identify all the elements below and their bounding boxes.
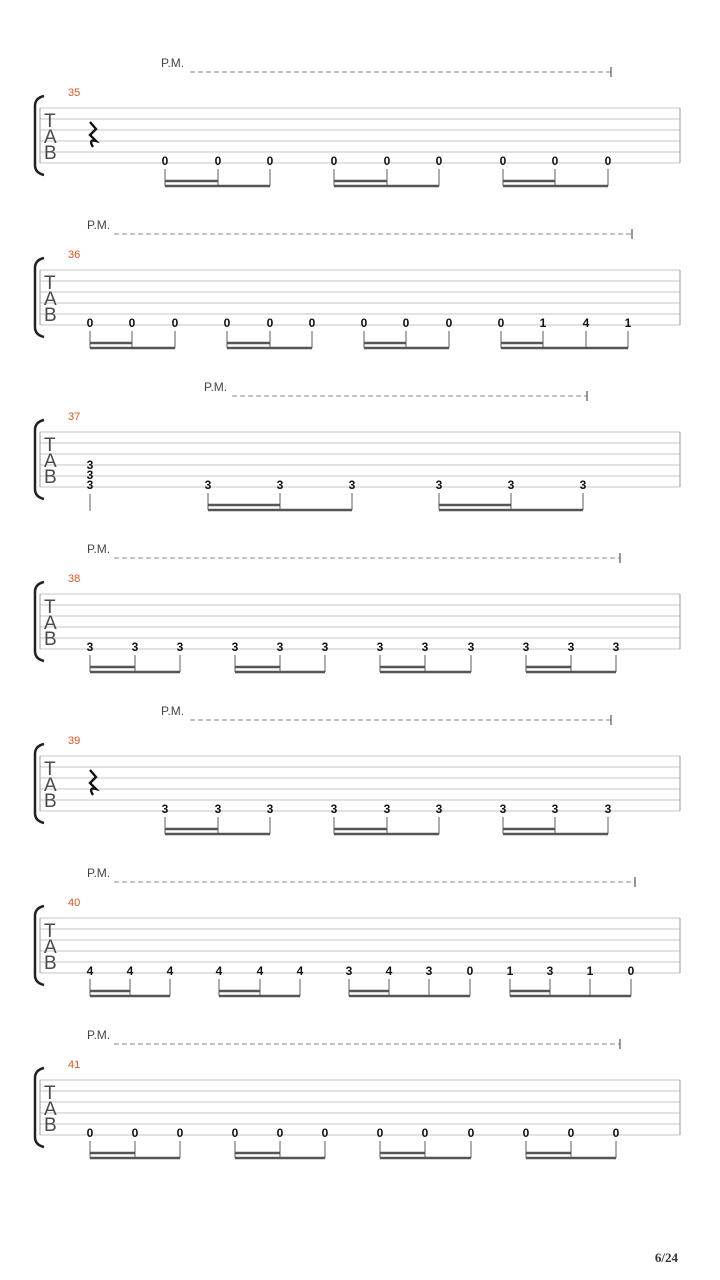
fret-number: 3 bbox=[276, 478, 284, 492]
fret-number: 3 bbox=[86, 458, 94, 472]
fret-number: 1 bbox=[586, 964, 594, 978]
fret-number: 0 bbox=[604, 154, 612, 168]
fret-number: 0 bbox=[276, 1126, 284, 1140]
tab-letter-t: T bbox=[44, 1083, 56, 1104]
palm-mute-label: P.M. bbox=[87, 1028, 111, 1042]
fret-number: 3 bbox=[348, 478, 356, 492]
fret-number: 3 bbox=[214, 802, 222, 816]
tab-letter-b: B bbox=[44, 467, 57, 488]
fret-number: 3 bbox=[383, 802, 391, 816]
fret-number: 0 bbox=[131, 1126, 139, 1140]
fret-number: 0 bbox=[128, 316, 136, 330]
tab-letter-t: T bbox=[44, 111, 56, 132]
fret-number: 0 bbox=[266, 316, 274, 330]
fret-number: 4 bbox=[215, 964, 223, 978]
tab-letter-b: B bbox=[44, 1115, 57, 1136]
measure-number: 39 bbox=[68, 735, 81, 747]
fret-number: 3 bbox=[499, 802, 507, 816]
tab-system bbox=[35, 866, 680, 996]
quarter-rest-icon bbox=[90, 122, 96, 147]
tab-letter-b: B bbox=[44, 791, 57, 812]
fret-number: 4 bbox=[385, 964, 393, 978]
fret-number: 3 bbox=[435, 802, 443, 816]
fret-number: 3 bbox=[86, 468, 94, 482]
fret-number: 3 bbox=[231, 640, 239, 654]
fret-number: 0 bbox=[266, 154, 274, 168]
tab-letter-a: A bbox=[44, 451, 57, 472]
fret-number: 4 bbox=[296, 964, 304, 978]
tab-letter-a: A bbox=[44, 289, 57, 310]
fret-number: 3 bbox=[604, 802, 612, 816]
fret-number: 3 bbox=[204, 478, 212, 492]
fret-number: 0 bbox=[627, 964, 635, 978]
palm-mute-label: P.M. bbox=[87, 218, 111, 232]
tab-letter-t: T bbox=[44, 921, 56, 942]
tab-letter-a: A bbox=[44, 613, 57, 634]
fret-number: 3 bbox=[551, 802, 559, 816]
tab-letter-t: T bbox=[44, 435, 56, 456]
fret-number: 3 bbox=[321, 640, 329, 654]
fret-number: 0 bbox=[214, 154, 222, 168]
fret-number: 3 bbox=[376, 640, 384, 654]
fret-number: 0 bbox=[497, 316, 505, 330]
tab-letter-t: T bbox=[44, 273, 56, 294]
tab-system bbox=[35, 380, 680, 511]
measure-number: 35 bbox=[68, 87, 81, 99]
fret-number: 0 bbox=[176, 1126, 184, 1140]
tab-letter-a: A bbox=[44, 127, 57, 148]
fret-number: 0 bbox=[376, 1126, 384, 1140]
fret-number: 3 bbox=[131, 640, 139, 654]
fret-number: 4 bbox=[256, 964, 264, 978]
tab-system bbox=[35, 1028, 680, 1158]
fret-number: 0 bbox=[161, 154, 169, 168]
tab-letter-b: B bbox=[44, 629, 57, 650]
fret-number: 3 bbox=[467, 640, 475, 654]
page-number: 6/24 bbox=[654, 1250, 678, 1265]
tab-system bbox=[35, 704, 680, 834]
fret-number: 4 bbox=[86, 964, 94, 978]
palm-mute-label: P.M. bbox=[87, 866, 111, 880]
fret-number: 0 bbox=[402, 316, 410, 330]
fret-number: 3 bbox=[425, 964, 433, 978]
fret-number: 3 bbox=[276, 640, 284, 654]
fret-number: 3 bbox=[567, 640, 575, 654]
fret-number: 3 bbox=[579, 478, 587, 492]
tab-system bbox=[35, 218, 680, 348]
fret-number: 3 bbox=[266, 802, 274, 816]
measure-number: 40 bbox=[68, 897, 81, 909]
tab-letter-a: A bbox=[44, 775, 57, 796]
fret-number: 0 bbox=[383, 154, 391, 168]
measure-number: 36 bbox=[68, 249, 81, 261]
tab-system bbox=[35, 56, 680, 186]
fret-number: 0 bbox=[330, 154, 338, 168]
fret-number: 0 bbox=[171, 316, 179, 330]
fret-number: 0 bbox=[86, 1126, 94, 1140]
fret-number: 3 bbox=[522, 640, 530, 654]
fret-number: 0 bbox=[321, 1126, 329, 1140]
tab-letter-t: T bbox=[44, 597, 56, 618]
fret-number: 0 bbox=[551, 154, 559, 168]
tab-letter-a: A bbox=[44, 937, 57, 958]
fret-number: 0 bbox=[522, 1126, 530, 1140]
fret-number: 3 bbox=[330, 802, 338, 816]
tab-letter-b: B bbox=[44, 305, 57, 326]
fret-number: 0 bbox=[612, 1126, 620, 1140]
fret-number: 1 bbox=[624, 316, 632, 330]
fret-number: 0 bbox=[223, 316, 231, 330]
fret-number: 3 bbox=[507, 478, 515, 492]
fret-number: 0 bbox=[466, 964, 474, 978]
fret-number: 4 bbox=[126, 964, 134, 978]
fret-number: 3 bbox=[345, 964, 353, 978]
fret-number: 4 bbox=[582, 316, 590, 330]
palm-mute-label: P.M. bbox=[87, 542, 111, 556]
fret-number: 4 bbox=[166, 964, 174, 978]
palm-mute-label: P.M. bbox=[204, 380, 228, 394]
fret-number: 3 bbox=[612, 640, 620, 654]
tab-letter-b: B bbox=[44, 143, 57, 164]
fret-number: 3 bbox=[86, 640, 94, 654]
palm-mute-label: P.M. bbox=[161, 56, 185, 70]
fret-number: 0 bbox=[86, 316, 94, 330]
fret-number: 3 bbox=[161, 802, 169, 816]
tab-letter-t: T bbox=[44, 759, 56, 780]
fret-number: 3 bbox=[435, 478, 443, 492]
fret-number: 0 bbox=[445, 316, 453, 330]
measure-number: 38 bbox=[68, 573, 81, 585]
fret-number: 0 bbox=[435, 154, 443, 168]
fret-number: 3 bbox=[176, 640, 184, 654]
measure-number: 37 bbox=[68, 411, 81, 423]
tab-letter-a: A bbox=[44, 1099, 57, 1120]
fret-number: 3 bbox=[546, 964, 554, 978]
measure-number: 41 bbox=[68, 1059, 81, 1071]
fret-number: 0 bbox=[499, 154, 507, 168]
palm-mute-label: P.M. bbox=[161, 704, 185, 718]
fret-number: 3 bbox=[86, 478, 94, 492]
fret-number: 0 bbox=[231, 1126, 239, 1140]
fret-number: 0 bbox=[421, 1126, 429, 1140]
quarter-rest-icon bbox=[90, 770, 96, 795]
fret-number: 0 bbox=[567, 1126, 575, 1140]
tab-letter-b: B bbox=[44, 953, 57, 974]
fret-number: 3 bbox=[421, 640, 429, 654]
fret-number: 0 bbox=[308, 316, 316, 330]
fret-number: 0 bbox=[360, 316, 368, 330]
fret-number: 0 bbox=[467, 1126, 475, 1140]
fret-number: 1 bbox=[539, 316, 547, 330]
fret-number: 1 bbox=[506, 964, 514, 978]
tab-system bbox=[35, 542, 680, 672]
